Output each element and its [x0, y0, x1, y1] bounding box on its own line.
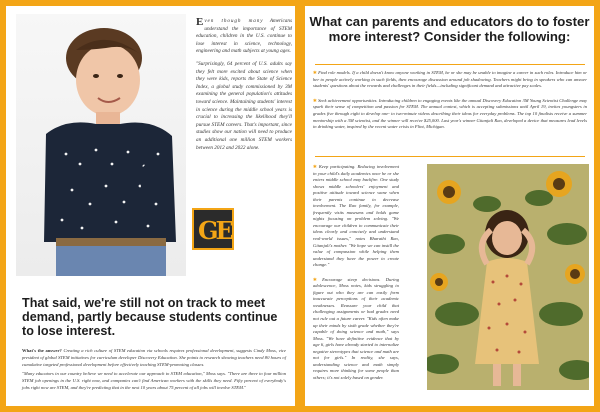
intro-paragraph-1: Americans understand the importance of STEM education, children in the U.S. continue to lose interest in science, technology, engineering and math subjects at young ages. — [196, 18, 292, 55]
star-icon: ✱ — [313, 164, 319, 169]
intro-paragraph-2: "Surprisingly, 64 percent of U.S. adults say they felt more excited about science when they were kids, reports the State of Science Index, a global study commissioned by 3M examining the general population's attitudes toward science. Maintaining students' interest in science during the middle school years is crucial to increasing the likelihood they'll pursue STEM careers. That's important, since studies show our nation will need to produce an additional one million STEM workers between 2012 and 2022 alone. — [196, 60, 292, 151]
bullet-item — [313, 164, 399, 269]
bullet-text: Keep participating. Reducing involvement in your child's daily academics once he or she enters middle school may backfire. One study shows middle schoolers' enjoyment and positive attitude toward science wane when their parents continue to decrease involvement. The Rao family, for example, frequently visits museums and holds game nights focusing on problem solving. "We encourage our children to communicate their ideas clearly and concisely and understand real-world issues," notes Bharathi Rao, Gitanjali's mother. "We hope we can instill the value of compassion while helping them understand they have the power to create change." — [313, 164, 399, 268]
drop-cap: E — [196, 16, 204, 28]
photo-girl-sunflowers — [427, 164, 589, 390]
intro-text — [196, 18, 292, 152]
ge-logo — [192, 208, 234, 250]
photo-boy — [16, 14, 186, 276]
body-lead: What's the answer? — [22, 348, 62, 353]
bullet-item — [313, 98, 587, 131]
bullet-list-full — [313, 70, 587, 131]
bullet-text: Encourage steep decisions. During adolescence, Moss notes, kids struggling to figure out who they are can easily form inaccurate perceptions of their academic weaknesses. Reassure your child that challenging assignments or bad grades need not rule out a future career. "Kids often make up their minds by sixth grade whether they're capable of doing science and math," says Moss. "We have definitive evidence that by age 6, girls have already started to internalize negative stereotypes that science and math are not for girls." In reality, she says, understanding science and math simply requires more thinking for some people than others; it's not solely based on gender. — [313, 276, 399, 380]
star-icon: ✱ — [313, 70, 319, 75]
body-paragraph-1: Creating a rich culture of STEM education via schools requires professional development, suggests Cindy Moss, vice president of global STEM initiatives for curriculum developer Discovery Education. She points to research showing teachers need 80 hours of cumulative targeted professional development before effectively teaching STEM-promoting classes. — [22, 348, 286, 367]
left-page — [6, 6, 295, 406]
bullet-list-column — [313, 164, 399, 382]
divider — [315, 156, 585, 157]
bullet-item — [313, 70, 587, 90]
bullet-text: Seek achievement opportunities. Introducing children to engaging events like the annual Discovery Education 3M Young Scientist Challenge may spark their sense of competition and passion for STEM. The annual contest, which is accepting submissions until April 19, invites youngsters in grades five through eight to develop one- to two-minute videos describing their ideas for everyday problems. The top 10 finalists receive a summer mentorship with a 3M scientist, and the winner will receive $25,000. Last year's winner Gitanjali Rao, developed a device that measures lead levels in drinking water, inspired by the recent water crisis in Flint, Michigan. — [313, 97, 587, 130]
right-heading: What can parents and educators do to foster more interest? Consider the following: — [309, 14, 590, 45]
bullet-item — [313, 277, 399, 382]
left-body — [22, 348, 286, 392]
logo-text: GE — [198, 216, 231, 245]
star-icon: ✱ — [313, 276, 323, 282]
girl-illustration — [427, 164, 589, 390]
boy-illustration — [16, 14, 186, 276]
bullet-text: Find role models. If a child doesn't know anyone working in STEM, he or she may be unable to imagine a career in such roles. Introduce him or her to people actively working in such fields, then encourage discussion around job shadowing. Teachers might bring in speakers who can answer students' questions about the rewards and challenges in their fields—including significant demand and attractive pay scales. — [313, 70, 588, 89]
star-icon: ✱ — [313, 97, 319, 103]
body-paragraph-2: "Many educators in our country believe we need to accelerate our approach to STEM education," Moss says. "There are three to four million STEM job openings in the U.S. right now, and companies can't find American workers with the skills they need. Fifty percent of everybody's jobs right now are STEM, and they're predicting that in the next 10 years about 75 percent of all jobs will involve STEM." — [22, 371, 286, 390]
divider — [315, 64, 585, 65]
intro-first-line: ven though many — [204, 18, 264, 24]
left-heading: That said, we're still not on track to meet demand, partly because students continue to lose interest. — [22, 296, 278, 339]
right-page — [305, 6, 594, 406]
